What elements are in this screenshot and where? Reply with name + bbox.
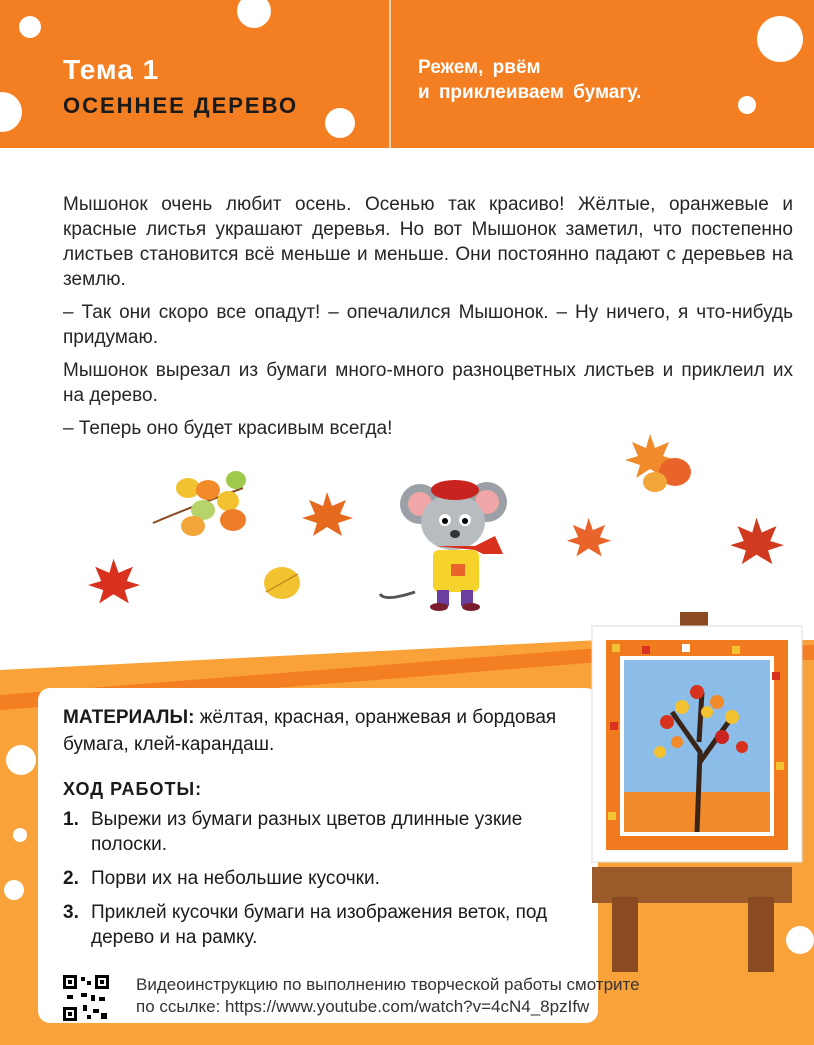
steps-list	[63, 807, 573, 959]
autumn-leaves-icon	[625, 430, 697, 498]
steps-title: ХОД РАБОТЫ:	[63, 779, 203, 799]
step-number: 2.	[63, 868, 79, 889]
step-text: Вырежи из бумаги разных цветов длинные узкие полоски.	[91, 809, 523, 855]
step-text: Порви их на небольшие кусочки.	[91, 868, 380, 889]
list-item	[63, 807, 573, 857]
list-item	[63, 866, 573, 891]
maple-leaf-icon	[86, 554, 142, 610]
materials-list: жёлтая, красная, оранжевая и бордовая бумага, клей-карандаш.	[63, 707, 557, 755]
story-paragraph: – Теперь оно будет красивым всегда!	[63, 418, 393, 439]
easel-illustration	[572, 612, 814, 972]
step-number: 3.	[63, 902, 79, 923]
lesson-subtitle	[418, 55, 778, 105]
maple-leaf-icon	[300, 490, 355, 540]
topic-title: ОСЕННЕЕ ДЕРЕВО	[63, 93, 299, 118]
story-text	[63, 192, 793, 449]
materials-text	[63, 704, 573, 758]
maple-leaf-icon	[565, 515, 613, 561]
video-text-line: Видеоинструкцию по выполнению творческой работы смотрите	[136, 975, 640, 994]
maple-leaf-icon	[728, 515, 786, 569]
video-link[interactable]: по ссылке: https://www.youtube.com/watch?v=4cN4_8pzIfw	[136, 997, 590, 1016]
list-item	[63, 900, 573, 950]
story-paragraph: Мышонок вырезал из бумаги много-много разноцветных листьев и приклеил их на дерево.	[63, 360, 793, 406]
qr-code-icon[interactable]	[63, 975, 109, 1021]
video-instruction	[136, 974, 736, 1018]
story-paragraph: – Так они скоро все опадут! – опечалился Мышонок. – Ну ничего, я что-нибудь придумаю.	[63, 302, 793, 348]
step-number: 1.	[63, 809, 79, 830]
topic-number: Тема 1	[63, 54, 160, 85]
subtitle-line: и приклеиваем бумагу.	[418, 82, 642, 103]
materials-label: МАТЕРИАЛЫ:	[63, 707, 195, 728]
decor-dot	[19, 16, 41, 38]
step-text: Приклей кусочки бумаги на изображения веток, под дерево и на рамку.	[91, 902, 548, 948]
subtitle-line: Режем, рвём	[418, 57, 541, 78]
autumn-branch-icon	[148, 468, 258, 543]
autumn-leaf-icon	[260, 562, 304, 604]
mouse-illustration	[375, 474, 525, 614]
story-paragraph: Мышонок очень любит осень. Осенью так красиво! Жёлтые, оранжевые и красные листья украшают деревья. Но вот Мышонок заметил, что постепенно листьев становится всё меньше и меньше. Они постоянно падают с деревьев на землю.	[63, 194, 793, 290]
decor-dot	[325, 108, 355, 138]
header-divider	[389, 0, 391, 148]
